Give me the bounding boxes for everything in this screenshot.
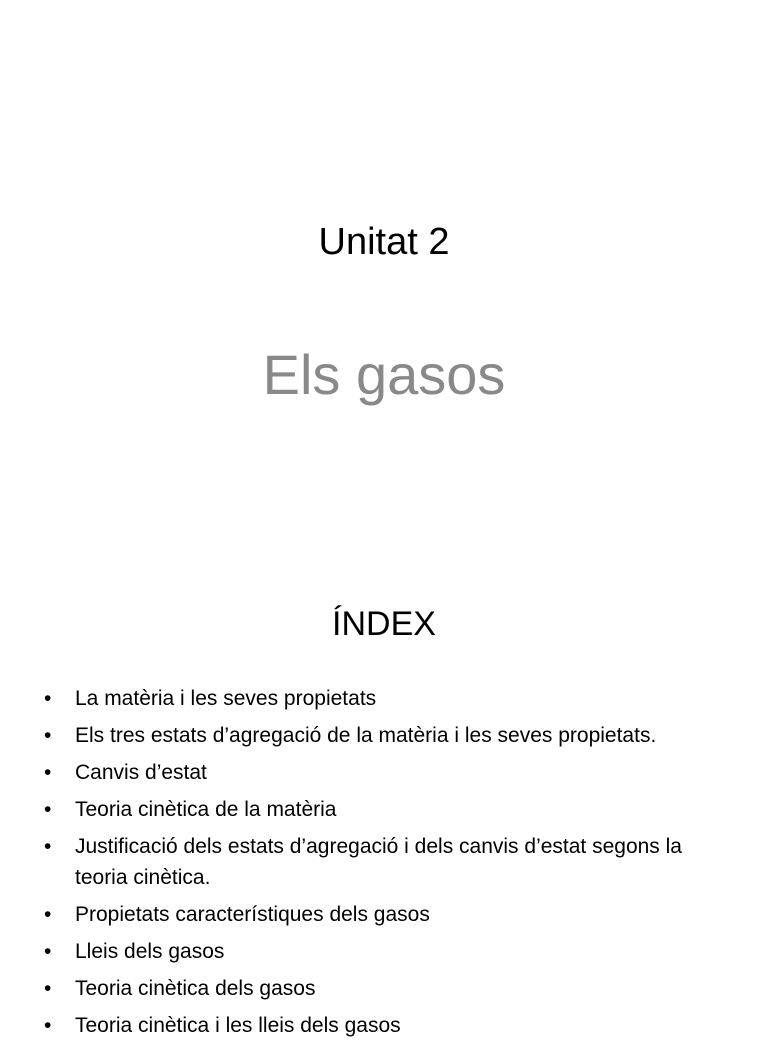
index-item-text: La matèria i les seves propietats xyxy=(75,687,377,710)
bullet-icon: • xyxy=(44,903,52,926)
index-item xyxy=(0,720,768,751)
bullet-icon: • xyxy=(44,1014,52,1037)
index-item xyxy=(0,831,768,893)
unit-title: Unitat 2 xyxy=(318,221,450,263)
index-item xyxy=(0,683,768,714)
bullet-icon: • xyxy=(44,798,52,821)
index-item-text: Teoria cinètica de la matèria xyxy=(75,798,337,821)
index-item-text: Els tres estats d’agregació de la matèria i les seves propietats. xyxy=(75,724,657,747)
unit-subtitle: Els gasos xyxy=(262,343,506,406)
bullet-icon: • xyxy=(44,724,52,747)
index-item-text: Canvis d’estat xyxy=(75,761,207,784)
index-item-text: Lleis dels gasos xyxy=(75,940,225,963)
bullet-icon: • xyxy=(44,940,52,963)
bullet-icon: • xyxy=(44,835,52,858)
index-slide xyxy=(0,576,768,1037)
bullet-icon: • xyxy=(44,761,52,784)
index-item xyxy=(0,936,768,967)
bullet-icon: • xyxy=(44,977,52,1000)
bullet-icon: • xyxy=(44,687,52,710)
index-item-text: Teoria cinètica dels gasos xyxy=(75,977,316,1000)
index-item xyxy=(0,899,768,930)
index-list xyxy=(0,683,768,1047)
index-item xyxy=(0,1010,768,1041)
index-item xyxy=(0,794,768,825)
index-title: ÍNDEX xyxy=(332,605,436,643)
index-item-text: Propietats característiques dels gasos xyxy=(75,903,430,926)
index-item xyxy=(0,973,768,1004)
index-item-text: Justificació dels estats d’agregació i dels canvis d’estat segons la teoria cinètica. xyxy=(75,835,682,889)
index-item-text: Teoria cinètica i les lleis dels gasos xyxy=(75,1014,401,1037)
index-item xyxy=(0,757,768,788)
